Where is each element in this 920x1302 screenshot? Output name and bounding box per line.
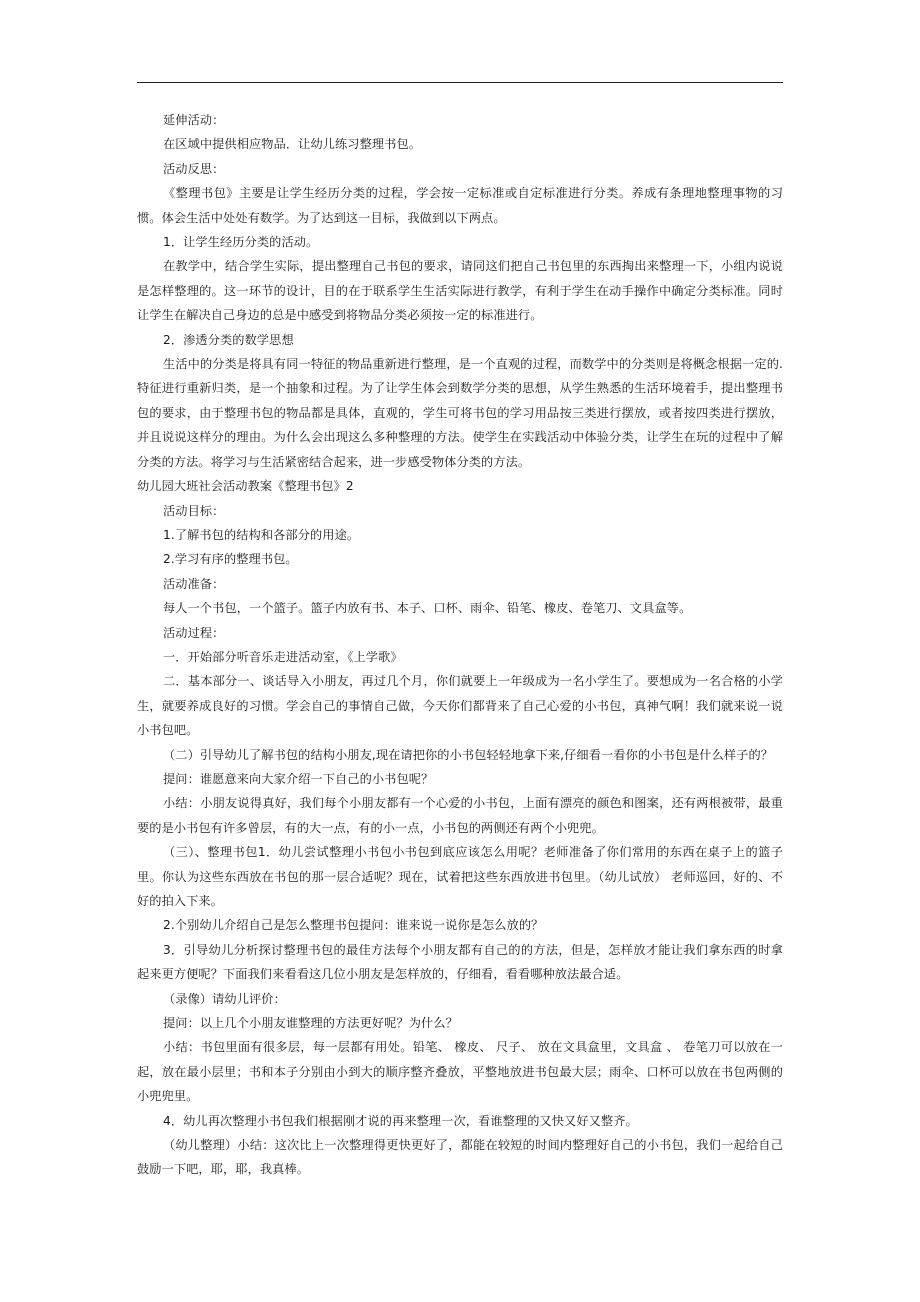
section-title: 幼儿园大班社会活动教案《整理书包》2 [137, 479, 354, 494]
paragraph: 提问：以上几个小朋友谁整理的方法更好呢？为什么？ [163, 1016, 458, 1031]
paragraph: 活动反思： [163, 161, 225, 176]
paragraph: 1.了解书包的结构和各部分的用途。 [163, 527, 360, 542]
paragraph: （三）、整理书包1．幼儿尝试整理小书包小书包到底应该怎么用呢？老师准备了你们常用的东西在桌子上的篮子里。你认为这些东西放在书包的那一层合适呢？现在，试着把这些东西放进书包里。（幼儿试放） 老师巡回，好的、不好的拍入下来。 [137, 845, 783, 908]
paragraph: 3．引导幼儿分析探讨整理书包的最佳方法每个小朋友都有自己的的方法，但是，怎样放才能让我们拿东西的时拿起来更方便呢？下面我们来看看这几位小朋友是怎样放的，仔细看，看看哪种放法最合适。 [137, 942, 783, 982]
paragraph: 活动目标： [163, 503, 225, 518]
paragraph: 在教学中，结合学生实际，提出整理自己书包的要求，请同这们把自己书包里的东西掏出来整理一下，小组内说说是怎样整理的。这一环节的设计，目的在于联系学生生活实际进行教学，有利于学生在动手操作中确定分类标准。同时让学生在解决自己身边的总是中感受到将物品分类必须按一定的标准进行。 [137, 259, 783, 323]
paragraph: 2.个别幼儿介绍自己是怎么整理书包提问：谁来说一说你是怎么放的？ [163, 918, 544, 933]
paragraph: 每人一个书包，一个篮子。篮子内放有书、本子、口杯、雨伞、铅笔、橡皮、卷笔刀、文具盒等。 [163, 601, 692, 616]
paragraph: 二．基本部分一、谈话导入小朋友，再过几个月，你们就要上一年级成为一名小学生了。要想成为一名合格的小学生，就要养成良好的习惯。学会自己的事情自己做，今天你们都背来了自己心爱的小书包，真神气啊！我们就来说一说小书包吧。 [137, 674, 783, 738]
paragraph: 2.学习有序的整理书包。 [163, 552, 298, 567]
paragraph: 延伸活动： [163, 113, 225, 127]
paragraph: （二）引导幼儿了解书包的结构小朋友,现在请把你的小书包轻轻地拿下来,仔细看一看你的小书包是什么样子的？ [163, 747, 774, 762]
paragraph: 提问：谁愿意来向大家介绍一下自己的小书包呢？ [163, 771, 434, 786]
paragraph: 活动过程： [163, 625, 225, 640]
paragraph: （幼儿整理）小结：这次比上一次整理得更快更好了，都能在较短的时间内整理好自己的小书包，我们一起给自己鼓励一下吧，耶，耶，我真棒。 [137, 1138, 783, 1177]
paragraph: 4．幼儿再次整理小书包我们根据刚才说的再来整理一次，看谁整理的又快又好又整齐。 [163, 1113, 638, 1128]
document-body [137, 108, 783, 1182]
paragraph: 活动准备： [163, 576, 225, 591]
paragraph: 2．渗透分类的数学思想 [163, 332, 294, 347]
paragraph: 小结：书包里面有很多层，每一层都有用处。铅笔、 橡皮、 尺子、 放在文具盒里，文具盒 、 卷笔刀可以放在一起，放在最小层里；书和本子分别由小到大的顺序整齐叠放，平整地放进书包最大层；雨伞、口杯可以放在书包两侧的小兜兜里。 [137, 1040, 783, 1104]
header-rule [137, 82, 783, 83]
paragraph: 生活中的分类是将具有同一特征的物品重新进行整理，是一个直观的过程，而数学中的分类则是将概念根据一定的.特征进行重新归类，是一个抽象和过程。为了让学生体会到数学分类的思想，从学生熟悉的生活环境着手，提出整理书包的要求，由于整理书包的物品都是具体，直观的，学生可将书包的学习用品按三类进行摆放，或者按四类进行摆放，并且说说这样分的理由。为什么会出现这么多种整理的方法。使学生在实践活动中体验分类，让学生在玩的过程中了解分类的方法。将学习与生活紧密结合起来，进一步感受物体分类的方法。 [137, 357, 783, 469]
paragraph: 《整理书包》主要是让学生经历分类的过程，学会按一定标准或自定标准进行分类。养成有条理地整理事物的习惯。体会生活中处处有数学。为了达到这一目标，我做到以下两点。 [137, 186, 783, 225]
paragraph: 小结：小朋友说得真好，我们每个小朋友都有一个心爱的小书包，上面有漂亮的颜色和图案，还有两根被带，最重要的是小书包有许多曾层，有的大一点，有的小一点，小书包的两侧还有两个小兜兜。 [137, 796, 783, 835]
paragraph: 在区域中提供相应物品．让幼儿练习整理书包。 [163, 137, 422, 152]
paragraph: 一．开始部分听音乐走进活动室，《上学歌》 [163, 649, 403, 664]
paragraph: （录像）请幼儿评价： [163, 991, 286, 1006]
paragraph: 1．让学生经历分类的活动。 [163, 235, 319, 250]
